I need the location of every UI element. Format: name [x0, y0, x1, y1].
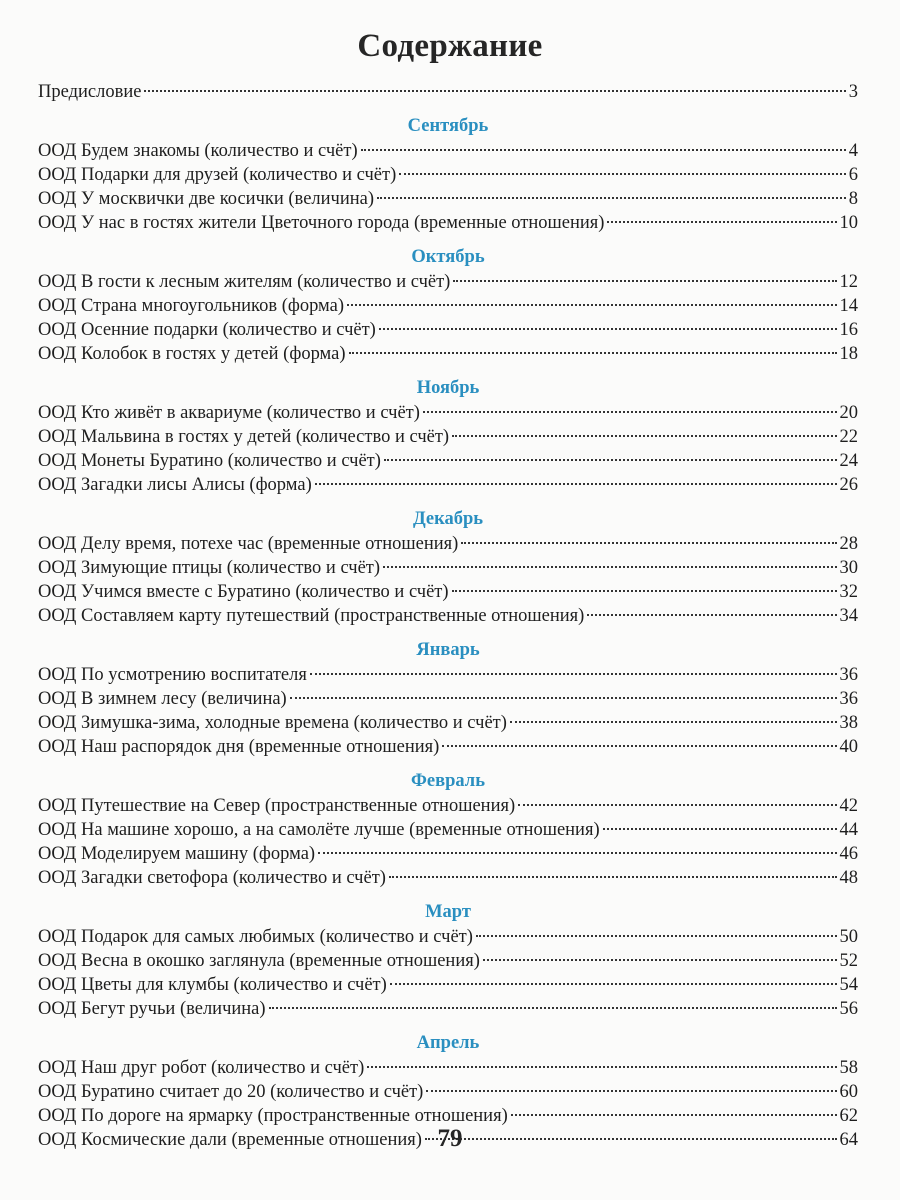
toc-entry-page: 12 [839, 272, 858, 292]
toc-entry [38, 270, 858, 294]
toc-entry [38, 342, 858, 366]
toc-entry-text: ООД Колобок в гостях у детей (форма) [38, 344, 346, 364]
dot-leader [269, 1007, 837, 1009]
dot-leader [347, 304, 836, 306]
toc-entry-page: 60 [839, 1082, 858, 1102]
toc-entry [38, 842, 858, 866]
toc-entry-page: 6 [848, 165, 858, 185]
toc-entry-text: ООД Подарок для самых любимых (количество и счёт) [38, 927, 473, 947]
dot-leader [452, 435, 836, 437]
dot-leader [442, 745, 836, 747]
dot-leader [426, 1090, 836, 1092]
dot-leader [476, 935, 837, 937]
toc-entry [38, 997, 858, 1021]
toc-entry-text: ООД Страна многоугольников (форма) [38, 296, 345, 316]
dot-leader [318, 852, 836, 854]
dot-leader [315, 483, 837, 485]
toc-entry [38, 604, 858, 628]
toc-entry-page: 58 [839, 1058, 858, 1078]
toc-entry-text: ООД У москвички две косички (величина) [38, 189, 375, 209]
toc-entry-page: 34 [839, 606, 858, 626]
dot-leader [290, 697, 837, 699]
toc-entry-text: ООД По дороге на ярмарку (пространственные отношения) [38, 1106, 508, 1126]
dot-leader [607, 221, 836, 223]
dot-leader [453, 280, 836, 282]
dot-leader [510, 721, 837, 723]
toc-entry-page: 36 [839, 689, 858, 709]
dot-leader [511, 1114, 837, 1116]
toc-entry [38, 1056, 858, 1080]
month-heading: Март [425, 902, 471, 922]
toc-entry-text: ООД Осенние подарки (количество и счёт) [38, 320, 376, 340]
dot-leader [349, 352, 837, 354]
toc-entry-page: 62 [839, 1106, 858, 1126]
toc-entry-page: 50 [839, 927, 858, 947]
toc-entry [38, 449, 858, 473]
toc-entry-text: ООД В зимнем лесу (величина) [38, 689, 287, 709]
toc-entry-text: ООД Составляем карту путешествий (пространственные отношения) [38, 606, 585, 626]
toc-entry-text: ООД Делу время, потехе час (временные отношения) [38, 534, 459, 554]
toc-entry-page: 56 [839, 999, 858, 1019]
toc-entry-text: ООД У нас в гостях жители Цветочного города (временные отношения) [38, 213, 605, 233]
toc-entry [38, 973, 858, 997]
toc-entry-text: ООД Зимующие птицы (количество и счёт) [38, 558, 381, 578]
toc-entry [38, 1080, 858, 1104]
toc-entry-text: ООД Бегут ручьи (величина) [38, 999, 266, 1019]
toc-entry [38, 925, 858, 949]
month-heading: Октябрь [411, 247, 485, 267]
toc-entry-page: 46 [839, 844, 858, 864]
toc-entry-text: ООД Буратино считает до 20 (количество и счёт) [38, 1082, 424, 1102]
dot-leader [310, 673, 837, 675]
toc-entry-text: ООД Подарки для друзей (количество и счёт) [38, 165, 397, 185]
toc-entry [38, 818, 858, 842]
toc-entry [38, 532, 858, 556]
month-heading: Апрель [416, 1033, 480, 1053]
month-heading: Сентябрь [407, 116, 489, 136]
dot-leader [367, 1066, 836, 1068]
page-title: Содержание [357, 28, 543, 64]
dot-leader [383, 566, 836, 568]
toc-entry-page: 32 [839, 582, 858, 602]
toc-sections [38, 113, 858, 1152]
dot-leader [399, 173, 846, 175]
toc-entry [38, 580, 858, 604]
toc-entry-page: 8 [848, 189, 858, 209]
toc-entry [38, 318, 858, 342]
toc-entry-page: 28 [839, 534, 858, 554]
dot-leader [389, 876, 837, 878]
dot-leader [587, 614, 836, 616]
toc-entry [38, 794, 858, 818]
dot-leader [361, 149, 846, 151]
toc-entry [38, 163, 858, 187]
toc-entry-text: ООД Путешествие на Север (пространственные отношения) [38, 796, 516, 816]
month-heading: Декабрь [412, 509, 484, 529]
toc-entry-text: ООД По усмотрению воспитателя [38, 665, 307, 685]
toc-entry-text: Предисловие [38, 82, 142, 102]
dot-leader [144, 90, 845, 92]
toc-entry [38, 187, 858, 211]
toc-entry-page: 10 [839, 213, 858, 233]
toc-entry-page: 20 [839, 403, 858, 423]
toc-entry-text: ООД Моделируем машину (форма) [38, 844, 316, 864]
dot-leader [390, 983, 837, 985]
toc-entry [38, 556, 858, 580]
toc-entry-page: 42 [839, 796, 858, 816]
toc-entry [38, 711, 858, 735]
toc-entry [38, 294, 858, 318]
toc-entry-page: 16 [839, 320, 858, 340]
toc-entry [38, 866, 858, 890]
dot-leader [483, 959, 837, 961]
toc-entry [38, 473, 858, 497]
toc-entry-text: ООД Учимся вместе с Буратино (количество и счёт) [38, 582, 449, 602]
toc-entry-text: ООД Наш друг робот (количество и счёт) [38, 1058, 365, 1078]
month-heading: Февраль [411, 771, 485, 791]
toc-entry-page: 30 [839, 558, 858, 578]
toc-entry-page: 44 [839, 820, 858, 840]
page-number: 79 [437, 1125, 463, 1152]
dot-leader [384, 459, 837, 461]
toc-entry-preface [38, 80, 858, 104]
month-heading: Ноябрь [416, 378, 480, 398]
toc-entry-page: 14 [839, 296, 858, 316]
toc-entry-page: 18 [839, 344, 858, 364]
toc-entry [38, 949, 858, 973]
dot-leader [423, 411, 837, 413]
month-heading: Январь [416, 640, 480, 660]
toc-entry [38, 735, 858, 759]
dot-leader [518, 804, 836, 806]
toc-entry [38, 139, 858, 163]
toc-entry-page: 36 [839, 665, 858, 685]
dot-leader [377, 197, 846, 199]
dot-leader [452, 590, 837, 592]
toc-entry-text: ООД Будем знакомы (количество и счёт) [38, 141, 358, 161]
dot-leader [603, 828, 837, 830]
toc-entry-text: ООД Цветы для клумбы (количество и счёт) [38, 975, 387, 995]
dot-leader [461, 542, 836, 544]
toc-entry-text: ООД Наш распорядок дня (временные отношения) [38, 737, 440, 757]
toc-entry-text: ООД Загадки лисы Алисы (форма) [38, 475, 312, 495]
toc-entry-page: 24 [839, 451, 858, 471]
toc-entry-text: ООД Монеты Буратино (количество и счёт) [38, 451, 381, 471]
toc-entry [38, 663, 858, 687]
toc-entry [38, 401, 858, 425]
toc-entry-page: 40 [839, 737, 858, 757]
toc-entry-page: 38 [839, 713, 858, 733]
toc-entry-text: ООД В гости к лесным жителям (количество и счёт) [38, 272, 451, 292]
toc-entry-text: ООД Зимушка-зима, холодные времена (количество и счёт) [38, 713, 507, 733]
toc-entry-text: ООД Весна в окошко заглянула (временные отношения) [38, 951, 480, 971]
toc-entry [38, 687, 858, 711]
toc-entry-text: ООД Загадки светофора (количество и счёт) [38, 868, 386, 888]
toc-entry-page: 52 [839, 951, 858, 971]
dot-leader [379, 328, 837, 330]
toc-entry-text: ООД Кто живёт в аквариуме (количество и счёт) [38, 403, 420, 423]
toc-entry-text: ООД Мальвина в гостях у детей (количество и счёт) [38, 427, 450, 447]
toc-entry-text: ООД На машине хорошо, а на самолёте лучше (временные отношения) [38, 820, 600, 840]
table-of-contents [38, 80, 858, 1152]
toc-entry [38, 425, 858, 449]
toc-entry-page: 54 [839, 975, 858, 995]
toc-entry-page: 4 [848, 141, 858, 161]
toc-entry-page: 3 [848, 82, 858, 102]
toc-entry-page: 26 [839, 475, 858, 495]
toc-entry-page: 22 [839, 427, 858, 447]
toc-entry-page: 64 [839, 1130, 858, 1150]
toc-entry [38, 211, 858, 235]
toc-entry-text: ООД Космические дали (временные отношения) [38, 1130, 422, 1150]
toc-entry-page: 48 [839, 868, 858, 888]
